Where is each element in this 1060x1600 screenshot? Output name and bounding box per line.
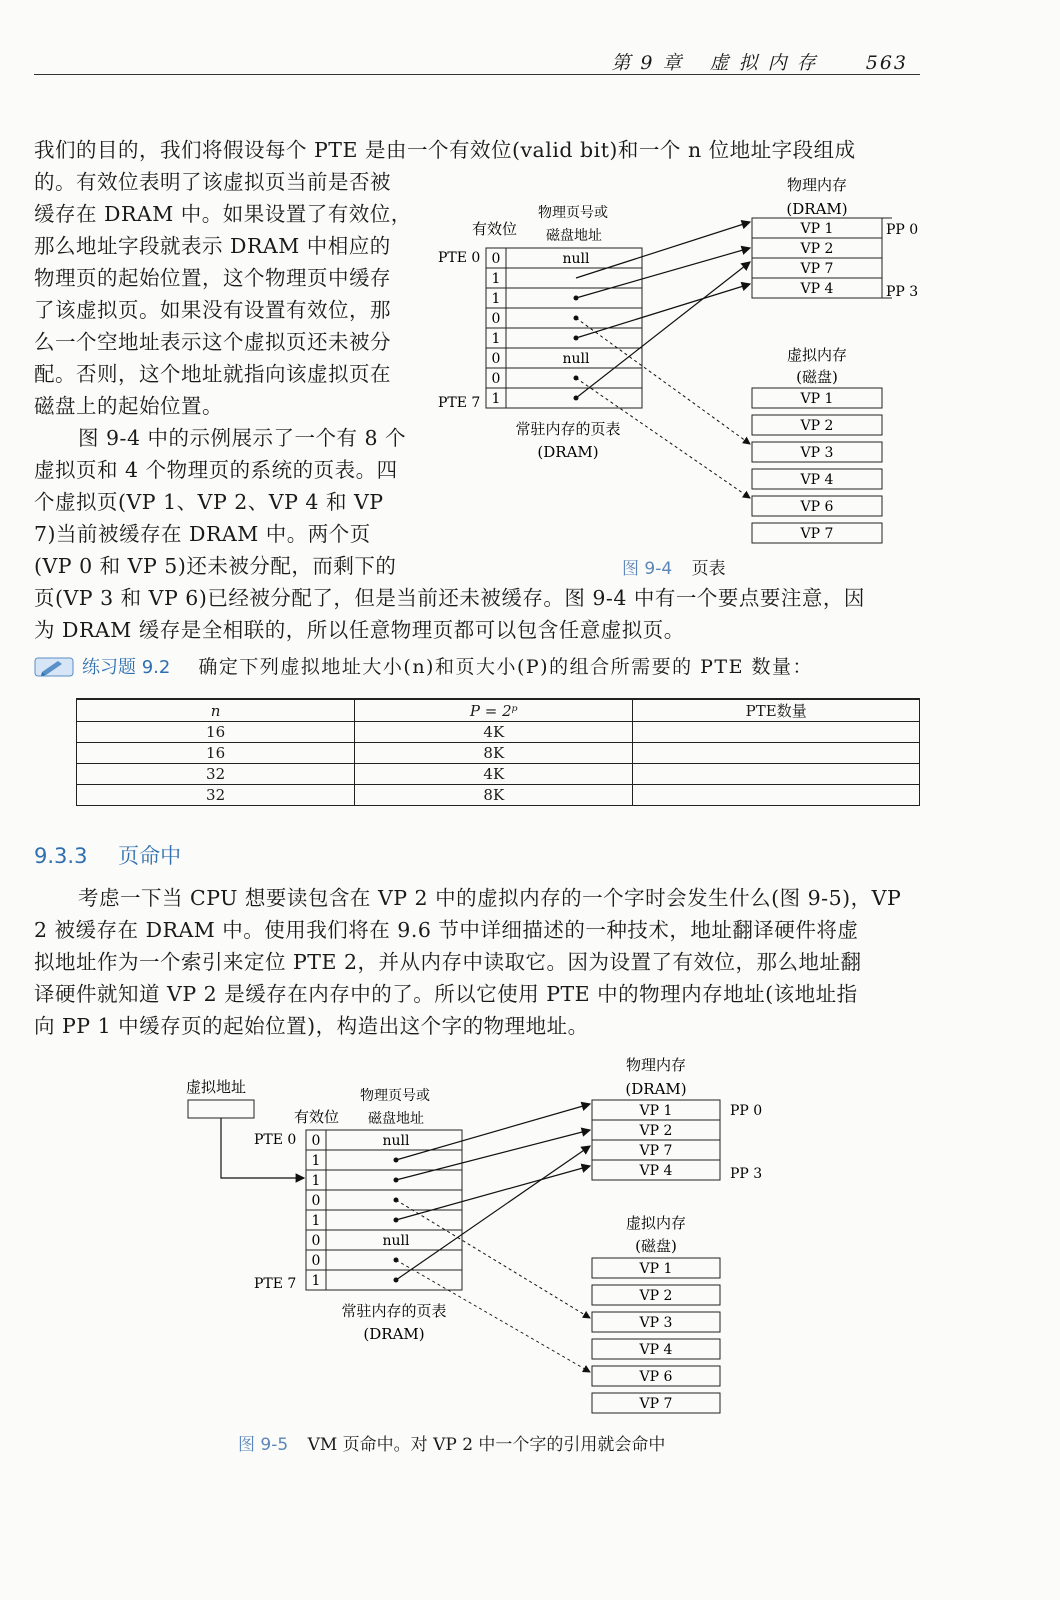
header-title: 虚 拟 内 存 [709,52,818,74]
exercise-label: 练习题 9.2 [82,657,171,678]
paragraph-line: 2 被缓存在 DRAM 中。使用我们将在 9.6 节中详细描述的一种技术，地址翻译硬件将虚 [34,918,859,942]
table-cell: 8K [355,785,633,806]
table-cell: 32 [77,785,355,806]
figure-caption-text: 页表 [691,559,726,579]
table-header: n [77,699,355,722]
disk-page: VP 6 [800,499,834,515]
table-cell[interactable] [633,764,920,785]
table-cell: 16 [77,722,355,743]
pte0-label: PTE 0 [438,250,481,266]
table-header: P = 2ᵖ [355,699,633,722]
figure-caption [238,1430,665,1455]
paragraph-line: 译硬件就知道 VP 2 是缓存在内存中的了。所以它使用 PTE 中的物理内存地址(该地址指 [34,982,858,1006]
disk-page: VP 1 [639,1261,673,1277]
paragraph-line: 缓存在 DRAM 中。如果设置了有效位， [34,202,412,226]
virtual-memory-label: 虚拟内存 [625,1214,687,1232]
ppn-label: 磁盘地址 [368,1111,424,1127]
valid-bit-cell: 0 [311,1253,321,1269]
paragraph-line: 的。有效位表明了该虚拟页当前是否被 [34,170,391,194]
figure-caption [622,554,726,579]
paragraph-line: 磁盘上的起始位置。 [34,394,223,418]
valid-bit-cell: 0 [491,371,501,387]
valid-bit-cell: 0 [311,1193,321,1209]
physical-memory-label: 物理内存 [786,176,848,194]
figure-number: 图 9-5 [238,1435,289,1455]
resident-page-table-label: (DRAM) [363,1325,425,1343]
address-cell: null [562,351,590,367]
ppn-label: 物理页号或 [360,1088,430,1104]
physical-memory-label: (DRAM) [786,200,848,218]
disk-page: VP 3 [639,1315,673,1331]
valid-bit-cell: 0 [311,1233,321,1249]
exercise-block [34,652,924,682]
paragraph-line: 拟地址作为一个索引来定位 PTE 2，并从内存中读取它。因为设置了有效位，那么地址翻 [34,950,862,974]
valid-bit-cell: 1 [311,1273,321,1289]
physical-memory-label: (DRAM) [625,1080,687,1098]
virtual-memory-label: 虚拟内存 [786,346,848,364]
valid-bit-cell: 1 [311,1153,321,1169]
resident-page-table-label: 常驻内存的页表 [341,1302,447,1320]
header-chapter: 第 9 章 [611,52,684,74]
table-cell: 32 [77,764,355,785]
table-cell: 4K [355,722,633,743]
table-cell[interactable] [633,722,920,743]
pp3-label: PP 3 [886,284,919,300]
ppn-label: 物理页号或 [538,205,608,221]
address-cell: null [382,1133,410,1149]
disk-page: VP 6 [639,1369,673,1385]
pencil-icon [34,654,74,680]
paragraph-line: 么一个空地址表示这个虚拟页还未被分 [34,330,391,354]
exercise-text: 确定下列虚拟地址大小(n)和页大小(P)的组合所需要的 PTE 数量： [198,656,813,678]
pp0-label: PP 0 [886,222,919,238]
virtual-address-label: 虚拟地址 [186,1078,247,1096]
paragraph-block [34,882,924,1042]
disk-page: VP 2 [800,418,834,434]
valid-bit-cell: 1 [491,271,501,287]
physical-page: VP 4 [800,281,834,297]
figure-number: 图 9-4 [622,559,673,579]
address-cell: null [562,251,590,267]
paragraph-line: 向 PP 1 中缓存页的起始位置)，构造出这个字的物理地址。 [34,1014,589,1038]
paragraph-line: 我们的目的，我们将假设每个 PTE 是由一个有效位(valid bit)和一个 n 位地址字段组成 [34,138,856,162]
pp0-label: PP 0 [730,1103,763,1119]
section-heading [34,840,181,870]
paragraph-line: 物理页的起始位置，这个物理页中缓存 [34,266,391,290]
table-row [77,743,920,764]
valid-bit-cell: 1 [311,1213,321,1229]
figure-9-5-diagram [180,1050,800,1420]
paragraph-full-block [34,582,924,646]
disk-page: VP 7 [800,526,834,542]
table-cell[interactable] [633,785,920,806]
paragraph-line: 配。否则，这个地址就指向该虚拟页在 [34,362,391,386]
valid-bit-cell: 0 [311,1133,321,1149]
paragraph-line: 了该虚拟页。如果没有设置有效位，那 [34,298,391,322]
virtual-address-box [188,1100,254,1118]
valid-bit-cell: 0 [491,351,501,367]
paragraph-line: 个虚拟页(VP 1、VP 2、VP 4 和 VP [34,490,384,514]
physical-page: VP 7 [639,1143,673,1159]
resident-page-table-label: (DRAM) [537,443,599,461]
table-cell: 16 [77,743,355,764]
valid-bit-cell: 1 [491,291,501,307]
valid-bit-cell: 0 [491,251,501,267]
virtual-memory-label: (磁盘) [796,368,838,386]
pte0-label: PTE 0 [254,1132,297,1148]
valid-bit-cell: 1 [491,391,501,407]
disk-page: VP 4 [800,472,834,488]
disk-page: VP 1 [800,391,834,407]
paragraph-left-block [34,166,424,582]
table-row [77,764,920,785]
figure-9-4-diagram [430,172,930,552]
table-row [77,722,920,743]
physical-memory-label: 物理内存 [625,1056,687,1074]
figure-caption-text: VM 页命中。对 VP 2 中一个字的引用就会命中 [307,1435,666,1455]
table-cell[interactable] [633,743,920,764]
page-table [486,248,642,408]
physical-page: VP 4 [639,1163,673,1179]
paragraph-line: 那么地址字段就表示 DRAM 中相应的 [34,234,391,258]
table-cell: 4K [355,764,633,785]
paragraph-line: 页(VP 3 和 VP 6)已经被分配了，但是当前还未被缓存。图 9-4 中有一个要点要注意，因 [34,586,865,610]
header-page-number: 563 [865,52,908,74]
pte7-label: PTE 7 [438,395,481,411]
valid-bit-cell: 0 [491,311,501,327]
disk-page: VP 2 [639,1288,673,1304]
resident-page-table-label: 常驻内存的页表 [515,420,621,438]
section-number: 9.3.3 [34,844,88,868]
physical-page: VP 2 [800,241,834,257]
paragraph-line: 7)当前被缓存在 DRAM 中。两个页 [34,522,371,546]
disk-page: VP 3 [800,445,834,461]
disk-page: VP 7 [639,1396,673,1412]
valid-bit-cell: 1 [311,1173,321,1189]
disk-page: VP 4 [639,1342,673,1358]
paragraph-line: 考虑一下当 CPU 想要读包含在 VP 2 中的虚拟内存的一个字时会发生什么(图 9-5)，VP [78,886,902,910]
header-text [593,48,908,75]
paragraph-line: 图 9-4 中的示例展示了一个有 8 个 [78,426,407,450]
physical-page: VP 1 [800,221,834,237]
physical-page: VP 2 [639,1123,673,1139]
virtual-memory-label: (磁盘) [635,1237,677,1255]
physical-page: VP 7 [800,261,834,277]
physical-page: VP 1 [639,1103,673,1119]
paragraph-line: (VP 0 和 VP 5)还未被分配，而剩下的 [34,554,397,578]
valid-bit-label: 有效位 [472,220,518,238]
paragraph-line: 为 DRAM 缓存是全相联的，所以任意物理页都可以包含任意虚拟页。 [34,618,685,642]
pp3-label: PP 3 [730,1166,763,1182]
table-cell: 8K [355,743,633,764]
address-cell: null [382,1233,410,1249]
table-header: PTE数量 [633,699,920,722]
pte7-label: PTE 7 [254,1276,297,1292]
section-title: 页命中 [118,844,182,868]
table-row [77,785,920,806]
paragraph-line: 虚拟页和 4 个物理页的系统的页表。四 [34,458,398,482]
exercise-table [76,698,920,806]
valid-bit-label: 有效位 [294,1108,340,1126]
page-header [34,46,920,75]
ppn-label: 磁盘地址 [546,228,602,244]
valid-bit-cell: 1 [491,331,501,347]
